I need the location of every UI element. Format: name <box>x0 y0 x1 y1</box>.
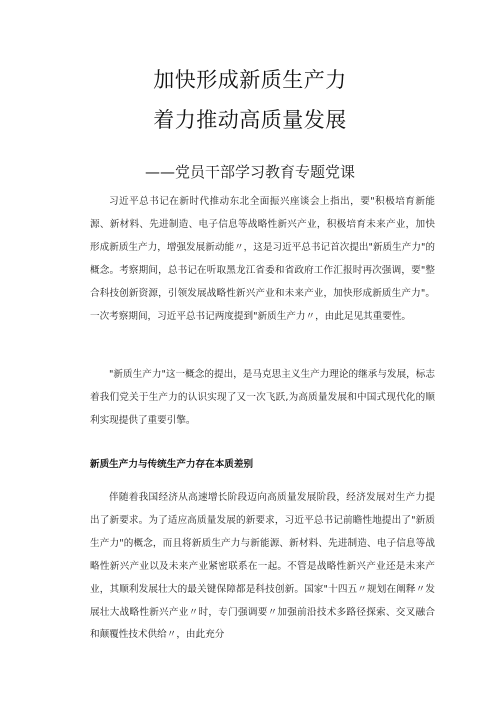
body-paragraph-2: "新质生产力"这一概念的提出，是马克思主义生产力理论的继承与发展，标志着我们党关于生产力的认识实现了又一次飞跃,为高质量发展和中国式现代化的顺利实现提供了重要引擎。 <box>90 369 435 426</box>
section-heading: 新质生产力与传统生产力存在本质差别 <box>90 459 254 470</box>
document-title-line-1: 加快形成新质生产力 <box>153 68 347 92</box>
body-paragraph-1: 习近平总书记在新时代推动东北全面振兴座谈会上指出，要"积极培育新能源、新材料、先进制造、电子信息等战略性新兴产业，积极培育未来产业，加快形成新质生产力，增强发展新动能〃，这是习近平总书记首次提出"新质生产力"的概念。考察期间，总书记在听取黑龙江省委和省政府工作汇报时再次强调，要"整合科技创新资源，引领发展战略性新兴产业和未来产业，加快形成新质生产力"。一次考察期间，习近平总书记两度提到"新质生产力〃，由此足见其重要性。 <box>90 196 435 322</box>
section-paragraph: 伴随着我国经济从高速增长阶段迈向高质量发展阶段，经济发展对生产力提出了新要求。为了适应高质量发展的新要求，习近平总书记前瞻性地提出了"新质生产力"的概念，而且将新质生产力与新能源、新材料、先进制造、电子信息等战略性新兴产业以及未来产业紧密联系在一起。不管是战略性新兴产业还是未来产业，其顺利发展壮大的最关键保障都是科技创新。国家"十四五〃规划在阐释〃发展壮大战略性新兴产业〃时，专门强调要〃加强前沿技术多路径探索、交叉融合和颠覆性技术供给〃，由此充分 <box>90 492 435 641</box>
document-title-line-2: 着力推动高质量发展 <box>153 108 347 132</box>
document-subtitle: ——党员干部学习教育专题党课 <box>144 163 355 181</box>
